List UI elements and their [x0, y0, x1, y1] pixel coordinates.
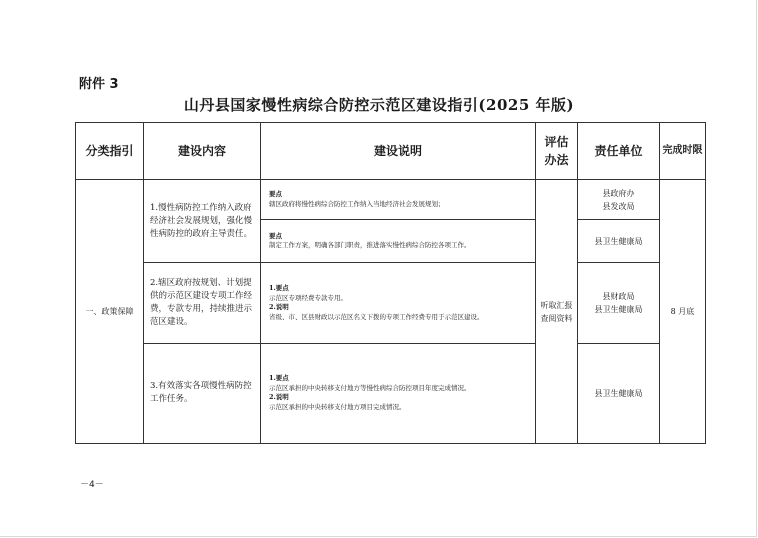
attachment-label: 附件 3	[79, 77, 119, 92]
category-cell: 一、政策保障	[76, 180, 144, 444]
description-label: 要点	[269, 190, 282, 199]
unit-line: 县卫生健康局	[594, 236, 643, 246]
description-line: 示范区承担的中央转移支付地方项目完成情况。	[269, 402, 406, 411]
table-header-row	[76, 123, 706, 180]
evaluation-cell	[536, 180, 578, 444]
description-line: 1.要点	[269, 284, 289, 293]
header-evaluation-line1: 评估	[544, 135, 569, 150]
description-line: 示范区专项经费专款专用。	[269, 293, 347, 302]
table-row	[76, 180, 706, 220]
unit-line: 县政府办	[602, 188, 635, 198]
description-line: 2.说明	[269, 303, 289, 312]
header-content: 建设内容	[144, 123, 261, 180]
content-cell-3: 3.有效落实各项慢性病防控工作任务。	[144, 343, 261, 443]
unit-line: 县卫生健康局	[594, 305, 643, 315]
unit-cell-1b	[578, 220, 660, 263]
description-line: 2.说明	[269, 393, 289, 402]
document-title: 山丹县国家慢性病综合防控示范区建设指引(2025 年版)	[183, 96, 575, 114]
unit-line: 县发改局	[602, 201, 635, 211]
unit-cell-2	[578, 263, 660, 343]
description-line: 1.要点	[269, 374, 289, 383]
guideline-table	[75, 122, 706, 444]
description-line: 示范区承担的中央转移支付地方等慢性病综合防控项目年度完成情况。	[269, 383, 471, 392]
description-line: 辖区政府将慢性病综合防控工作纳入当地经济社会发展规划；	[269, 199, 445, 208]
page-number: －4－	[80, 480, 104, 490]
description-line: 省级、市、区县财政以示范区名义下拨的专项工作经费专用于示范区建设。	[269, 312, 484, 321]
header-evaluation	[536, 123, 578, 180]
description-label: 要点	[269, 231, 282, 240]
deadline-cell: 8 月底	[660, 180, 706, 444]
table-row	[76, 263, 706, 343]
unit-cell-1a	[578, 180, 660, 220]
unit-line: 县财政局	[602, 292, 635, 302]
description-cell-1b	[261, 220, 536, 263]
header-description: 建设说明	[261, 123, 536, 180]
table-row	[76, 343, 706, 443]
header-unit: 责任单位	[578, 123, 660, 180]
content-cell-1: 1.慢性病防控工作纳入政府经济社会发展规划，强化慢性病防控的政府主导责任。	[144, 180, 261, 263]
description-cell-1a	[261, 180, 536, 220]
evaluation-text: 听取汇报查阅资料	[540, 300, 573, 323]
description-cell-3	[261, 343, 536, 443]
header-evaluation-line2: 办法	[544, 153, 569, 168]
description-line: 制定工作方案，明确各部门职责，推进落实慢性病综合防控各项工作。	[269, 241, 471, 250]
content-cell-2: 2.辖区政府按规划、计划提供的示范区建设专项工作经费，专款专用，持续推进示范区建设。	[144, 263, 261, 343]
description-cell-2	[261, 263, 536, 343]
header-deadline: 完成时限	[660, 123, 706, 180]
header-category: 分类指引	[76, 123, 144, 180]
unit-line: 县卫生健康局	[594, 388, 643, 398]
unit-cell-3	[578, 343, 660, 443]
